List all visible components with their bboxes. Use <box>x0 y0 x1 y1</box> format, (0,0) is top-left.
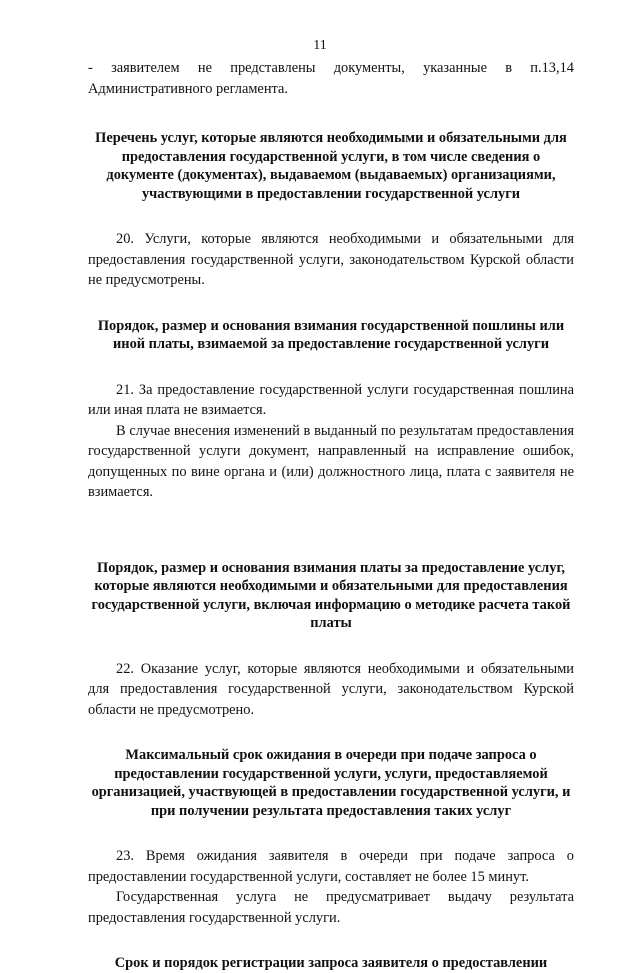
spacer <box>88 291 574 317</box>
spacer <box>88 503 574 559</box>
spacer <box>88 203 574 229</box>
spacer <box>88 720 574 746</box>
section-heading-5: Срок и порядок регистрации запроса заявителя о предоставлении <box>114 955 548 971</box>
spacer <box>88 820 574 846</box>
section-heading-1: Перечень услуг, которые являются необходимыми и обязательными для предоставления государственной услуги, в том числе сведения о документе (документах), выдаваемом (выдаваемых) организациями, участвующими в предоставлении государственной услуги <box>95 130 567 202</box>
paragraph-3: 21. За предоставление государственной услуги государственная пошлина или иная плата не взимается. <box>88 381 574 418</box>
spacer <box>88 354 574 380</box>
paragraph-7: Государственная услуга не предусматривает выдачу результата предоставления государственной услуги. <box>88 889 574 926</box>
spacer <box>88 99 574 129</box>
page-number: 11 <box>313 38 327 53</box>
document-body <box>88 58 574 973</box>
spacer <box>88 633 574 659</box>
paragraph-2: 20. Услуги, которые являются необходимыми и обязательными для предоставления государственной услуги, законодательством Курской области не предусмотрены. <box>88 231 574 288</box>
section-heading-2: Порядок, размер и основания взимания государственной пошлины или иной платы, взимаемой за предоставление государственной услуги <box>97 317 565 352</box>
paragraph-6: 23. Время ожидания заявителя в очереди при подаче запроса о предоставлении государственной услуги, составляет не более 15 минут. <box>88 848 574 885</box>
spacer <box>88 928 574 954</box>
paragraph-5: 22. Оказание услуг, которые являются необходимыми и обязательными для предоставления государственной услуги, законодательством Курской области не предусмотрено. <box>88 660 574 718</box>
paragraph-1: - заявителем не представлены документы, указанные в п.13,14 Административного регламента. <box>88 60 574 97</box>
section-heading-4: Максимальный срок ожидания в очереди при подаче запроса о предоставлении государственной услуги, услуги, предоставляемой организацией, участвующей в предоставлении государственной услуги, и при получении результата предоставления таких услуг <box>91 747 571 819</box>
section-heading-3: Порядок, размер и основания взимания платы за предоставление услуг, которые являются необходимыми и обязательными для предоставления государственной услуги, включая информацию о методике расчета такой платы <box>91 559 571 631</box>
paragraph-4: В случае внесения изменений в выданный по результатам предоставления государственной услуги документ, направленный на исправление ошибок, допущенных по вине органа и (или) должностного лица, плата с заявителя не взимается. <box>88 422 574 500</box>
